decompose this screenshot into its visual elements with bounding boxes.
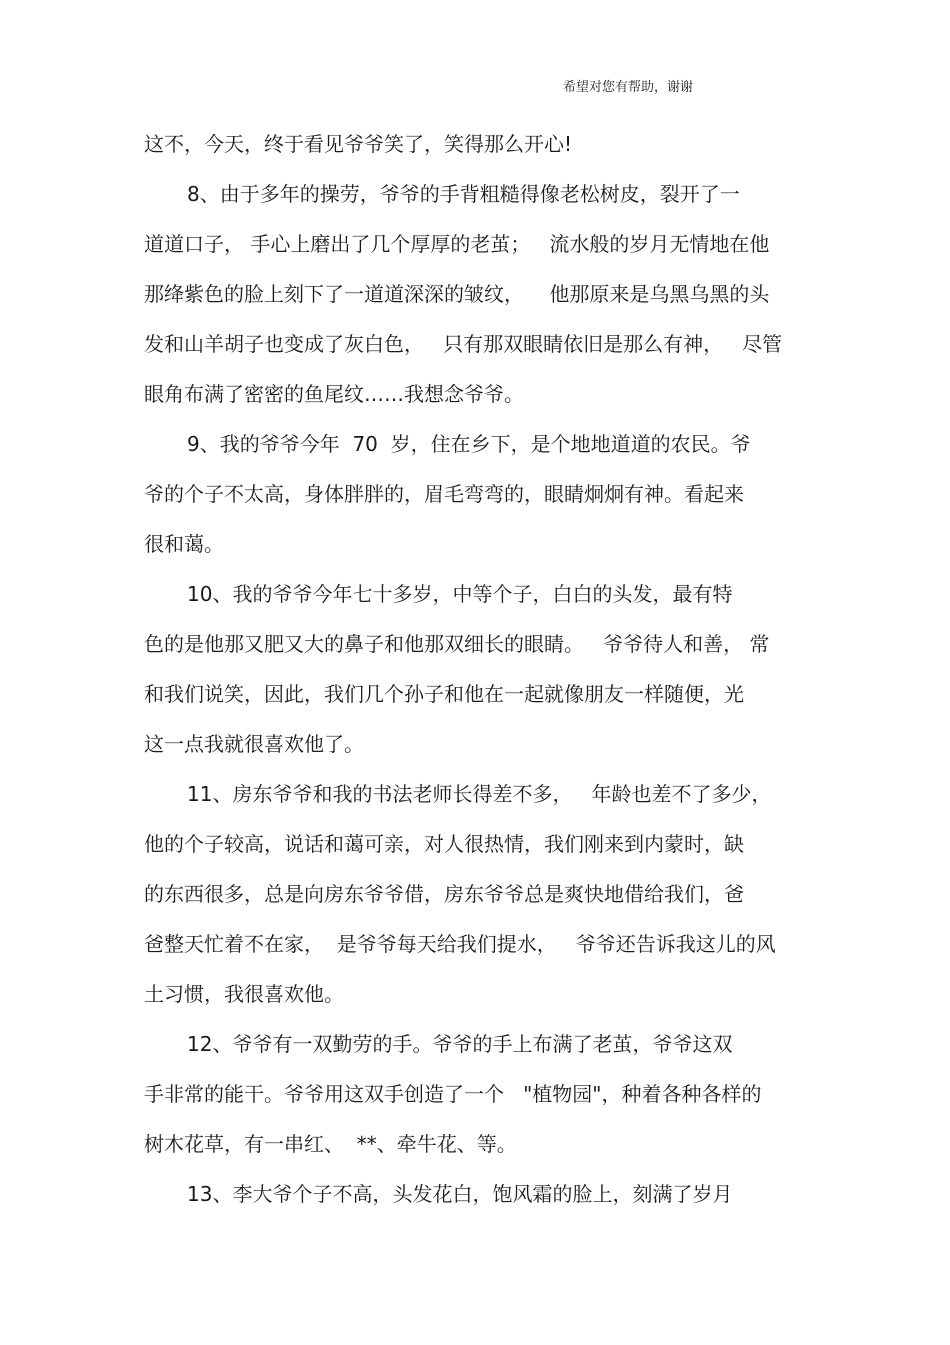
paragraph-start-10: 10、我的爷爷今年七十多岁，中等个子，白白的头发，最有特 — [187, 582, 733, 606]
text-line: 这一点我就很喜欢他了。 — [144, 732, 364, 756]
text-line: 那绛紫色的脸上刻下了一道道深深的皱纹， 他那原来是乌黑乌黑的头 — [144, 282, 770, 306]
text-line: 道道口子， 手心上磨出了几个厚厚的老茧； 流水般的岁月无情地在他 — [144, 232, 770, 256]
text-line: 色的是他那又肥又大的鼻子和他那双细长的眼睛。 爷爷待人和善， 常 — [144, 632, 770, 656]
text-line: 眼角布满了密密的鱼尾纹……我想念爷爷。 — [144, 382, 524, 406]
text-line: 他的个子较高，说话和蔼可亲，对人很热情，我们刚来到内蒙时，缺 — [144, 832, 744, 856]
paragraph-start-13: 13、李大爷个子不高，头发花白，饱风霜的脸上，刻满了岁月 — [187, 1182, 733, 1206]
paragraph-start-9: 9、我的爷爷今年 70 岁，住在乡下，是个地地道道的农民。爷 — [187, 432, 751, 456]
text-line: 爷的个子不太高，身体胖胖的，眉毛弯弯的，眼睛炯炯有神。看起来 — [144, 482, 744, 506]
paragraph-start-11: 11、房东爷爷和我的书法老师长得差不多， 年龄也差不了多少， — [187, 782, 772, 806]
text-line: 发和山羊胡子也变成了灰白色， 只有那双眼睛依旧是那么有神， 尽管 — [144, 332, 783, 356]
text-line: 的东西很多，总是向房东爷爷借，房东爷爷总是爽快地借给我们，爸 — [144, 882, 744, 906]
header-note: 希望对您有帮助，谢谢 — [563, 80, 694, 95]
text-line: 树木花草，有一串红、 **、牵牛花、等。 — [144, 1132, 517, 1156]
paragraph-start-12: 12、爷爷有一双勤劳的手。爷爷的手上布满了老茧，爷爷这双 — [187, 1032, 733, 1056]
text-line: 很和蔼。 — [144, 532, 224, 556]
text-line: 土习惯，我很喜欢他。 — [144, 982, 344, 1006]
paragraph-start-8: 8、由于多年的操劳，爷爷的手背粗糙得像老松树皮，裂开了一 — [187, 182, 740, 206]
text-line: 手非常的能干。爷爷用这双手创造了一个 "植物园"，种着各种各样的 — [144, 1082, 762, 1106]
text-line: 和我们说笑，因此，我们几个孙子和他在一起就像朋友一样随便，光 — [144, 682, 744, 706]
text-line: 爸整天忙着不在家， 是爷爷每天给我们提水， 爷爷还告诉我这儿的风 — [144, 932, 776, 956]
text-line: 这不，今天，终于看见爷爷笑了，笑得那么开心! — [144, 132, 573, 156]
